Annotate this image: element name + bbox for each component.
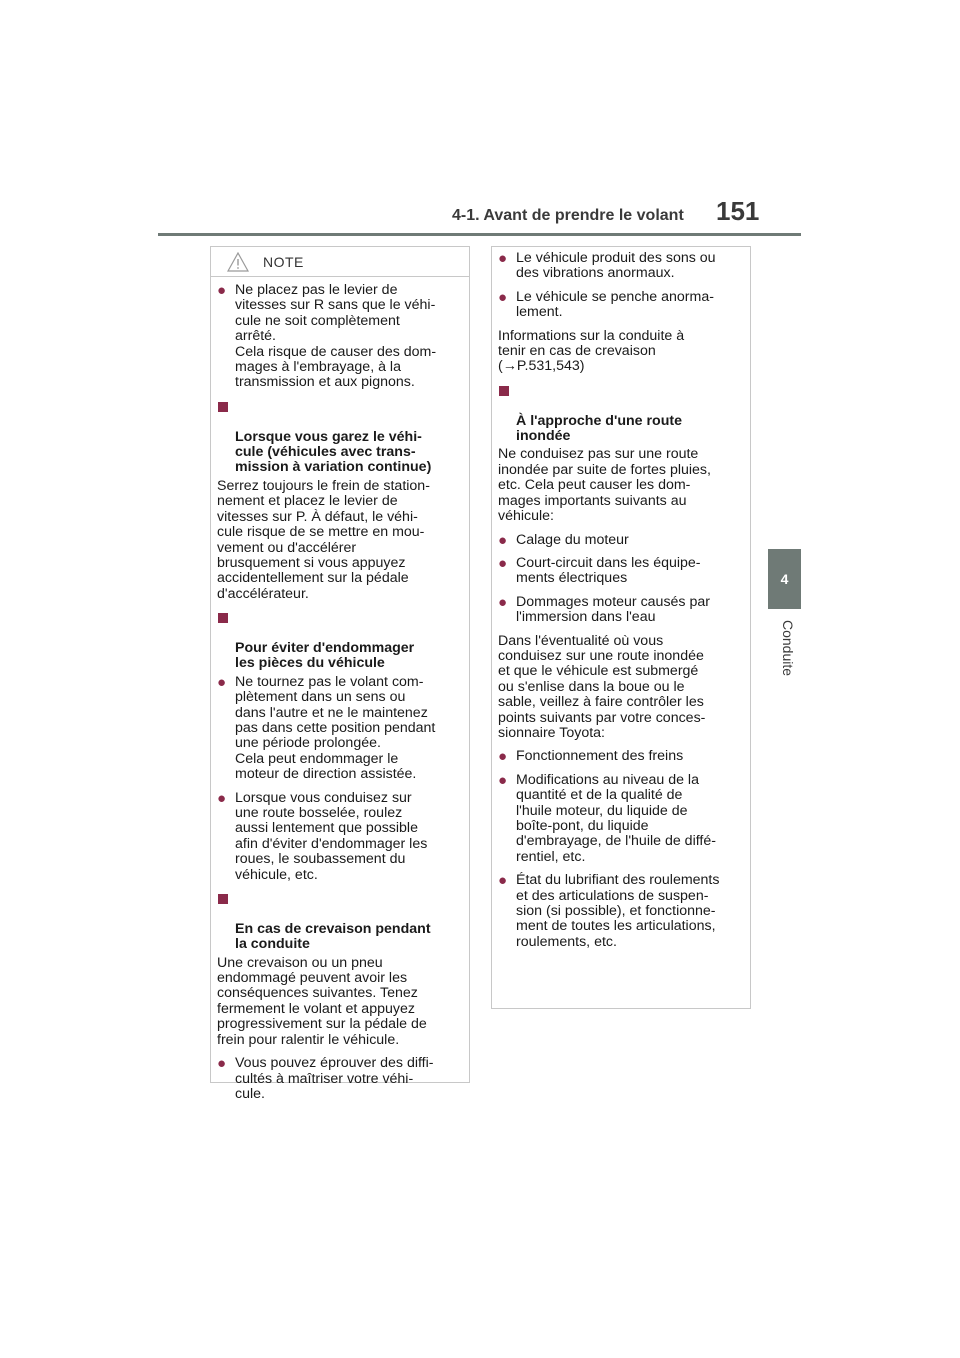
note-content — [211, 277, 469, 1102]
list-item — [217, 675, 463, 783]
paragraph: Dans l'éventualité où vous conduisez sur une route inondée et que le véhicule est submergé ou s'enlise dans la boue ou le sable, veillez à faire contrôler les points suivants par votre conces- sionnaire Toyota: — [498, 632, 706, 741]
list-item-text: Vous pouvez éprouver des diffi- cultés à maîtriser votre véhi- cule. — [235, 1055, 434, 1102]
bullet-icon: ● — [217, 789, 227, 807]
note-header — [211, 247, 469, 277]
chapter-tab: 4 — [768, 549, 801, 609]
list-item-text: Court-circuit dans les équipe- ments électriques — [516, 554, 701, 587]
list-item-text: Dommages moteur causés par l'immersion dans l'eau — [516, 593, 710, 626]
square-bullet-icon — [218, 402, 228, 412]
section-title: 4-1. Avant de prendre le volant — [452, 207, 684, 224]
paragraph: Ne conduisez pas sur une route inondée par suite de fortes pluies, etc. Cela peut causer les dom- mages importants suivants au véhicule: — [498, 446, 711, 525]
paragraph: Serrez toujours le frein de station- nement et placez le levier de vitesses sur P. À défaut, le véhi- cule risque de se mettre en mou- vement ou d'accélérer brusquement si vous appuyez accidentellement sur la pédale d'accélérateur. — [217, 477, 430, 602]
list-item-text: Le véhicule produit des sons ou des vibrations anormaux. — [516, 250, 716, 282]
list-item — [498, 595, 744, 626]
list-item-text: Ne placez pas le levier de vitesses sur R sans que le véhi- cule ne soit complètement arrêté. Cela risque de causer des dom- mages à l'embrayage, à la transmission et aux pignons. — [235, 282, 437, 391]
square-bullet-icon — [218, 894, 228, 904]
bullet-icon: ● — [498, 593, 508, 611]
list-item — [498, 533, 744, 548]
list-item-text: Ne tournez pas le volant com- plètement dans un sens ou dans l'autre et ne le maintenez pas dans cette position pendant une période prolongée. Cela peut endommager le moteur de direction assistée. — [235, 673, 436, 783]
list-item-text: Calage du moteur — [516, 531, 629, 548]
subsection-heading — [217, 891, 463, 953]
list-item-text: Le véhicule se penche anorma- lement. — [516, 288, 714, 321]
list-item — [498, 773, 744, 865]
page-number: 151 — [716, 196, 760, 226]
subsection-heading — [217, 610, 463, 672]
note-box-continued — [491, 246, 751, 1009]
bullet-icon: ● — [217, 1055, 227, 1073]
paragraph: Informations sur la conduite à tenir en cas de crevaison (→P.531,543) — [498, 327, 685, 375]
bullet-icon: ● — [498, 771, 508, 789]
header-rule — [158, 233, 801, 236]
list-item — [217, 283, 463, 391]
list-item-text: Fonctionnement des freins — [516, 748, 684, 765]
bullet-icon: ● — [498, 748, 508, 766]
list-item — [498, 749, 744, 764]
bullet-icon: ● — [498, 531, 508, 549]
note-box — [210, 246, 470, 1102]
heading-text: Pour éviter d'endommager les pièces du véhicule — [235, 639, 415, 672]
note-title: NOTE — [263, 254, 304, 270]
warning-triangle-icon — [227, 252, 249, 272]
list-item — [498, 290, 744, 321]
chapter-label: Conduite — [780, 620, 796, 677]
list-item — [498, 251, 744, 282]
list-item-text: Modifications au niveau de la quantité et de la qualité de l'huile moteur, du liquide de boîte-pont, du liquide d'embrayage, de l'huile de diffé- rentiel, etc. — [516, 771, 716, 865]
square-bullet-icon — [499, 386, 509, 396]
heading-text: À l'approche d'une route inondée — [516, 412, 682, 445]
subsection-heading — [217, 399, 463, 476]
heading-text: Lorsque vous garez le véhi- cule (véhicules avec trans- mission à variation continue) — [235, 428, 432, 476]
paragraph: Une crevaison ou un pneu endommagé peuvent avoir les conséquences suivantes. Tenez fermement le volant et appuyez progressivement sur la pédale de frein pour ralentir le véhicule. — [217, 954, 427, 1048]
note-content — [492, 247, 750, 950]
subsection-heading — [498, 383, 744, 445]
list-item — [217, 791, 463, 883]
list-item — [498, 873, 744, 950]
bullet-icon: ● — [498, 554, 508, 572]
bullet-icon: ● — [217, 673, 227, 691]
bullet-icon: ● — [498, 250, 508, 267]
list-item-text: Lorsque vous conduisez sur une route bosselée, roulez aussi lentement que possible afin d'éviter d'endommager les roues, le soubassement du véhicule, etc. — [235, 789, 428, 883]
list-item-text: État du lubrifiant des roulements et des articulations de suspen- sion (si possible), et fonctionne- ment de toutes les articulations, roulements, etc. — [516, 872, 720, 950]
bullet-icon: ● — [498, 288, 508, 306]
bullet-icon: ● — [217, 282, 227, 299]
list-item — [498, 556, 744, 587]
heading-text: En cas de crevaison pendant la conduite — [235, 920, 431, 953]
list-item — [217, 1056, 463, 1102]
bullet-icon: ● — [498, 872, 508, 890]
square-bullet-icon — [218, 613, 228, 623]
